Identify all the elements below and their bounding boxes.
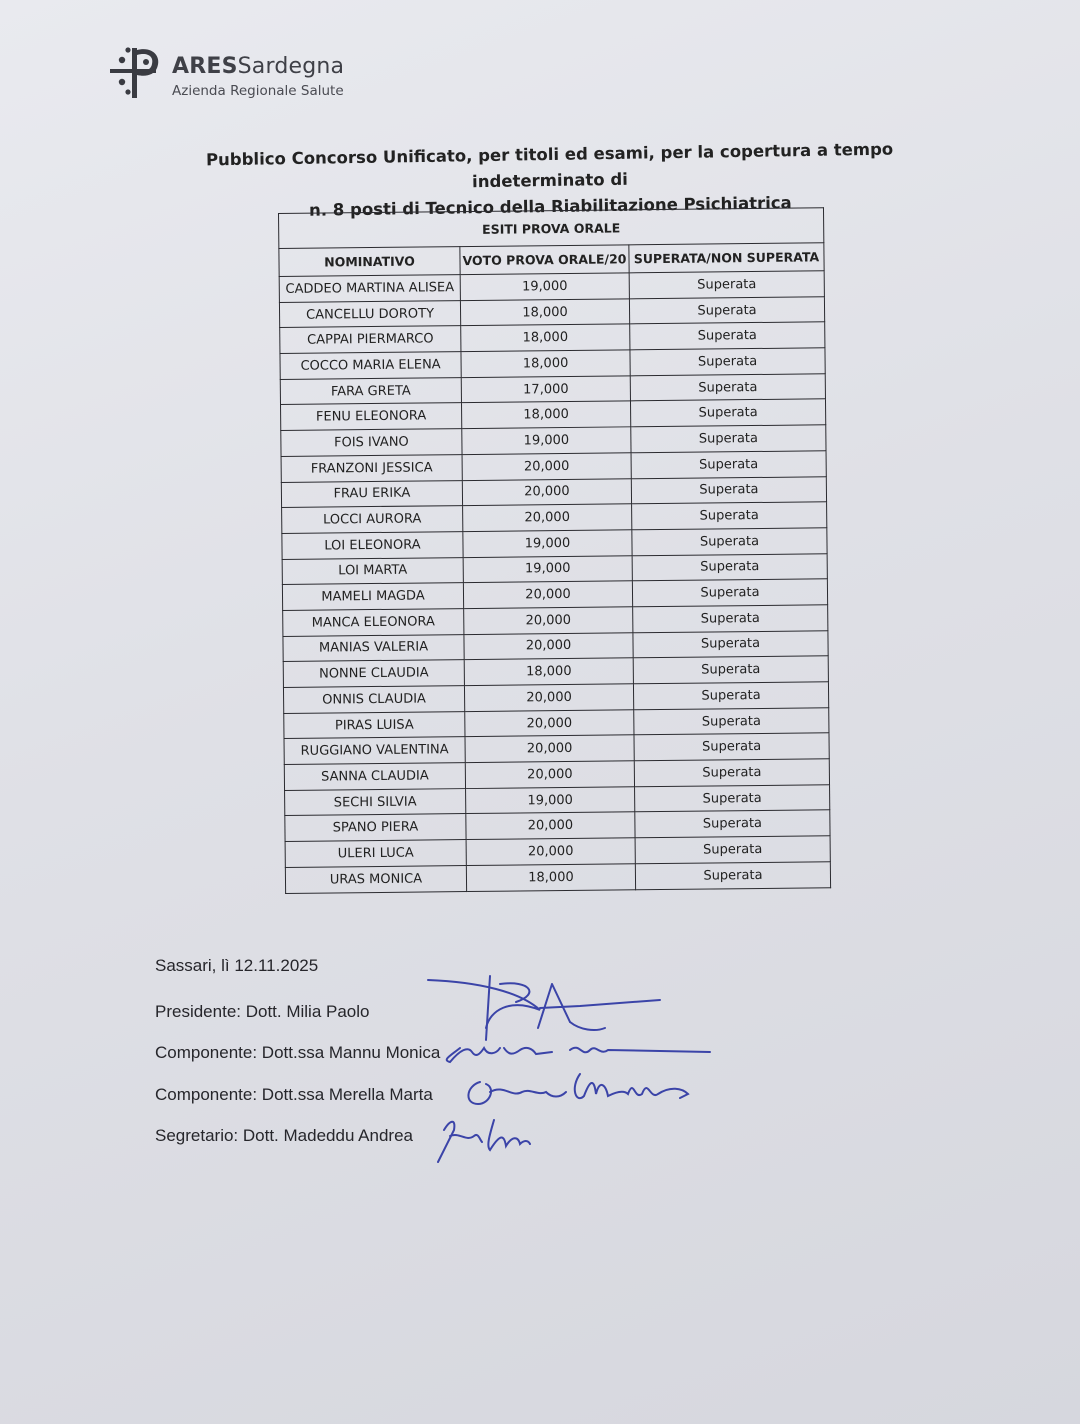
exam-result: Superata [630,374,825,402]
exam-result: Superata [635,836,830,864]
candidate-name: FENU ELEONORA [281,403,462,431]
oral-score: 20,000 [463,504,632,531]
exam-result: Superata [630,322,825,350]
exam-result: Superata [630,399,825,427]
candidate-name: MANCA ELEONORA [283,609,464,637]
candidate-name: FRAU ERIKA [281,480,462,508]
oral-score: 18,000 [464,658,633,685]
header-voto: VOTO PROVA ORALE/20 [460,245,629,275]
oral-score: 19,000 [463,555,632,582]
oral-score: 20,000 [464,684,633,711]
exam-result: Superata [631,451,826,479]
candidate-name: MAMELI MAGDA [282,583,463,611]
header-nominativo: NOMINATIVO [279,247,460,277]
oral-score: 20,000 [466,838,635,865]
oral-score: 19,000 [462,427,631,454]
oral-score: 20,000 [464,607,633,634]
signatures [420,970,720,1170]
candidate-name: CAPPAI PIERMARCO [280,326,461,354]
header-esito: SUPERATA/NON SUPERATA [629,243,824,273]
member1-line: Componente: Dott.ssa Mannu Monica [155,1043,441,1062]
oral-score: 20,000 [465,761,634,788]
candidate-name: NONNE CLAUDIA [283,660,464,688]
candidate-name: FRANZONI JESSICA [281,454,462,482]
exam-result: Superata [634,733,829,761]
candidate-name: FOIS IVANO [281,429,462,457]
exam-result: Superata [631,425,826,453]
ares-logo [104,42,344,104]
secretary-line: Segretario: Dott. Madeddu Andrea [155,1126,413,1145]
candidate-name: PIRAS LUISA [284,711,465,739]
candidate-name: COCCO MARIA ELENA [280,352,461,380]
table-row [285,862,830,893]
oral-score: 20,000 [466,812,635,839]
president-line: Presidente: Dott. Milia Paolo [155,1002,370,1021]
oral-score: 19,000 [466,787,635,814]
brand-name [172,54,344,79]
brand-subtitle: Azienda Regionale Salute [172,83,344,99]
brand-bold: ARES [172,54,238,79]
exam-result: Superata [633,656,828,684]
exam-result: Superata [632,579,827,607]
candidate-name: RUGGIANO VALENTINA [284,737,465,765]
exam-result: Superata [629,296,824,324]
oral-score: 19,000 [460,273,629,300]
oral-score: 20,000 [465,709,634,736]
title-line-2: n. 8 posti di Tecnico della Riabilitazione Psichiatrica [308,193,792,220]
exam-result: Superata [634,707,829,735]
place-date: Sassari, lì 12.11.2025 [155,956,319,975]
oral-score: 17,000 [461,376,630,403]
oral-score: 18,000 [461,324,630,351]
exam-result: Superata [635,862,830,890]
exam-result: Superata [633,605,828,633]
candidate-name: LOCCI AURORA [282,506,463,534]
candidate-name: SANNA CLAUDIA [284,763,465,791]
candidate-name: ONNIS CLAUDIA [283,686,464,714]
candidate-name: ULERI LUCA [285,840,466,868]
exam-result: Superata [633,630,828,658]
candidate-name: SPANO PIERA [285,814,466,842]
results-table-wrapper [278,207,845,893]
oral-score: 19,000 [463,530,632,557]
title-line-1: Pubblico Concorso Unificato, per titoli ed esami, per la copertura a tempo indeterminato di [205,139,894,192]
results-table [278,207,831,893]
oral-score: 20,000 [464,632,633,659]
exam-result: Superata [632,502,827,530]
oral-score: 20,000 [462,453,631,480]
candidate-name: SECHI SILVIA [285,788,466,816]
oral-score: 20,000 [463,581,632,608]
signature-strokes [428,976,710,1162]
oral-score: 20,000 [465,735,634,762]
brand-regular: Sardegna [237,54,345,79]
exam-result: Superata [629,271,824,299]
candidate-name: CADDEO MARTINA ALISEA [279,275,460,303]
oral-score: 18,000 [461,350,630,377]
table-caption: ESITI PROVA ORALE [279,208,824,249]
exam-result: Superata [630,348,825,376]
oral-score: 18,000 [460,299,629,326]
candidate-name: CANCELLU DOROTY [279,300,460,328]
exam-result: Superata [632,528,827,556]
member2-line: Componente: Dott.ssa Merella Marta [155,1085,433,1104]
candidate-name: MANIAS VALERIA [283,634,464,662]
exam-result: Superata [635,810,830,838]
oral-score: 20,000 [462,478,631,505]
exam-result: Superata [635,785,830,813]
exam-result: Superata [633,682,828,710]
exam-result: Superata [634,759,829,787]
candidate-name: FARA GRETA [280,377,461,405]
candidate-name: LOI ELEONORA [282,531,463,559]
candidate-name: URAS MONICA [285,865,466,893]
candidate-name: LOI MARTA [282,557,463,585]
oral-score: 18,000 [461,401,630,428]
ares-logo-icon [104,42,164,104]
exam-result: Superata [631,476,826,504]
oral-score: 18,000 [466,864,635,891]
table-body [279,271,830,893]
exam-result: Superata [632,553,827,581]
